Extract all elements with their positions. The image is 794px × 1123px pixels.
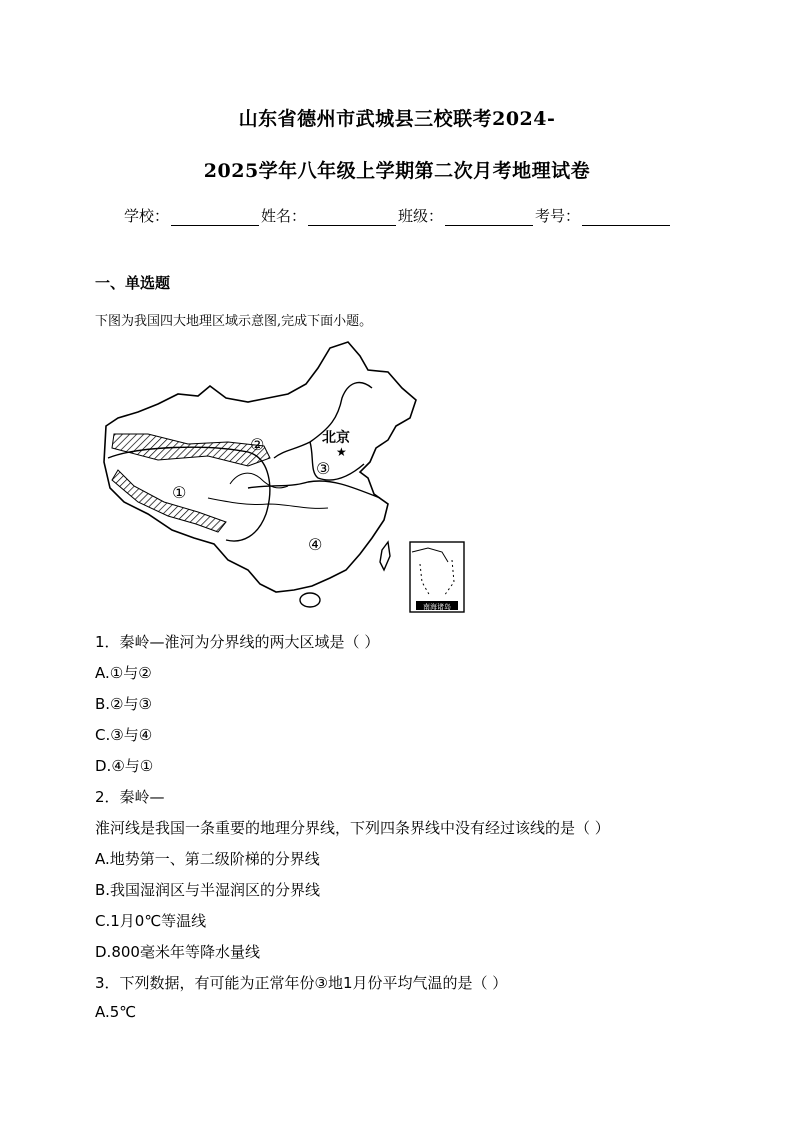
- question-1-option-d[interactable]: D.④与①: [95, 757, 154, 775]
- hainan-island: [300, 593, 320, 607]
- region-label-3: ③: [316, 459, 331, 478]
- beijing-star-icon: ★: [336, 445, 347, 459]
- question-2-stem: 2．秦岭—: [95, 788, 165, 806]
- page-title-line2: 2025学年八年级上学期第二次月考地理试卷: [203, 160, 591, 182]
- school-blank[interactable]: [171, 209, 259, 226]
- section-title: 一、单选题: [95, 274, 171, 292]
- region-label-2: ②: [250, 435, 265, 454]
- question-intro: 下图为我国四大地理区域示意图,完成下面小题。: [95, 314, 373, 329]
- exam-no-label: 考号：: [535, 207, 581, 225]
- beijing-label: 北京: [322, 430, 350, 446]
- taiwan-island: [380, 542, 390, 570]
- question-2-stem-cont: 淮河线是我国一条重要的地理分界线，下列四条界线中没有经过该线的是（ ）: [95, 819, 610, 837]
- question-2-option-c[interactable]: C.1月0℃等温线: [95, 912, 207, 930]
- school-label: 学校：: [124, 207, 170, 225]
- question-3-stem: 3．下列数据，有可能为正常年份③地1月份平均气温的是（ ）: [95, 974, 508, 992]
- china-regions-map: [98, 338, 468, 616]
- exam-no-blank[interactable]: [582, 209, 670, 226]
- class-blank[interactable]: [445, 209, 533, 226]
- question-3-option-a[interactable]: A.5℃: [95, 1003, 137, 1021]
- region-label-1: ①: [172, 483, 187, 502]
- question-2-option-b[interactable]: B.我国湿润区与半湿润区的分界线: [95, 881, 321, 899]
- question-1-stem: 1．秦岭—淮河为分界线的两大区域是（ ）: [95, 633, 380, 651]
- name-blank[interactable]: [308, 209, 396, 226]
- question-1-option-c[interactable]: C.③与④: [95, 726, 153, 744]
- student-info-row: [124, 205, 672, 226]
- page-title-line1: 山东省德州市武城县三校联考2024-: [238, 108, 556, 130]
- question-2-option-d[interactable]: D.800毫米年等降水量线: [95, 943, 260, 961]
- region-label-4: ④: [308, 535, 323, 554]
- name-label: 姓名：: [261, 207, 307, 225]
- china-outline: [104, 342, 416, 592]
- question-1-option-a[interactable]: A.①与②: [95, 664, 152, 682]
- inset-label: 南海诸岛: [423, 603, 451, 611]
- question-1-option-b[interactable]: B.②与③: [95, 695, 152, 713]
- class-label: 班级：: [398, 207, 444, 225]
- question-2-option-a[interactable]: A.地势第一、第二级阶梯的分界线: [95, 850, 320, 868]
